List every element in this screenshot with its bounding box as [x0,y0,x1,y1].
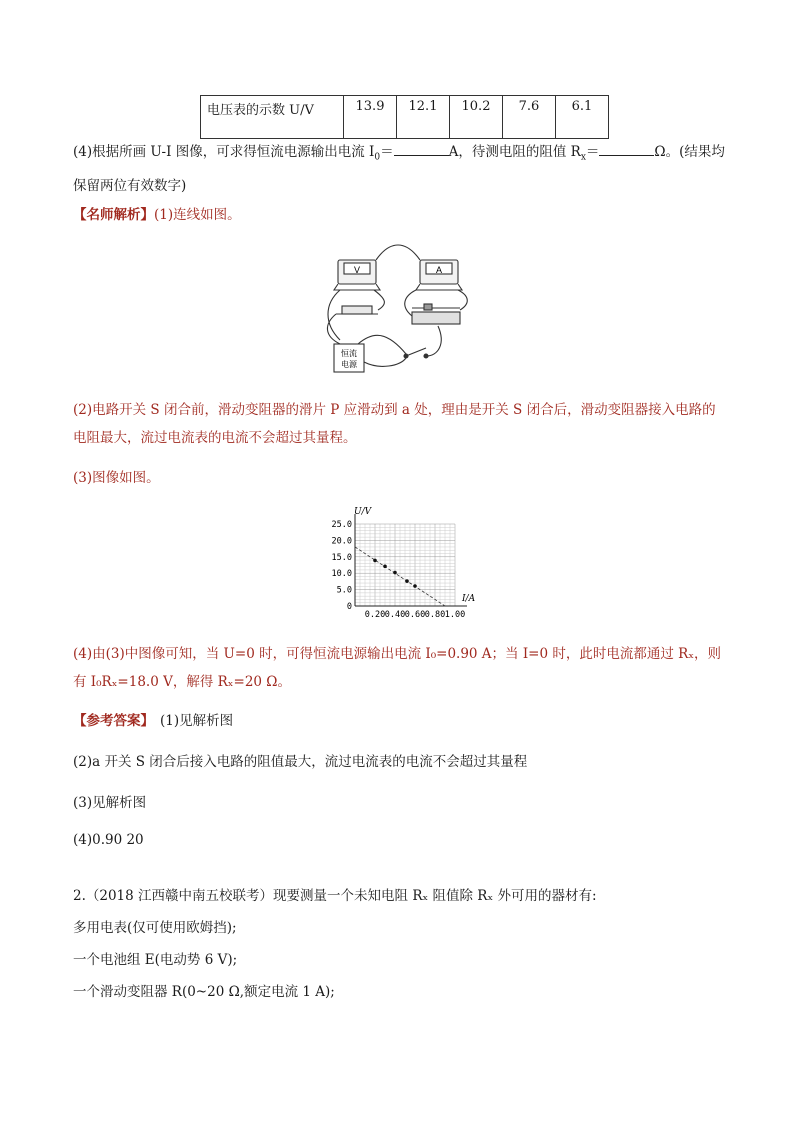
answer-blank[interactable] [599,143,654,156]
answer-tag: 【参考答案】 [73,713,154,729]
y-tick-label: 10.0 [331,569,352,580]
chart-axes [332,514,467,617]
x-axis-label: I/A [462,594,476,604]
circuit-diagram [320,244,475,376]
table-cell: 6.1 [556,96,609,139]
answer-1: (1)见解析图 [160,713,234,729]
y-tick-label: 5.0 [336,585,352,596]
table-row-label: 电压表的示数 U/V [201,96,344,139]
switch-icon [406,348,426,356]
q2-item-2: 一个电池组 E(电动势 6 V); [73,952,238,968]
y-tick-label: 0 [346,602,352,612]
answer-4: (4)0.90 20 [73,832,144,848]
table-cell: 12.1 [397,96,450,139]
x-tick-label: 0.20 [364,610,386,617]
analysis-p1-text: (1)连线如图。 [154,207,241,223]
answer-section [73,709,233,729]
voltmeter-label: V [353,265,361,275]
data-point [383,565,387,569]
analysis-p4 [73,640,733,696]
q4-text-b: ＝ [380,144,394,160]
y-tick-label: 20.0 [331,536,352,547]
y-axis-label: U/V [354,507,372,517]
rheostat-icon [412,312,460,324]
y-tick-label: 25.0 [331,520,352,530]
q4-text-a: (4)根据所画 U-I 图像，可求得恒流电源输出电流 I [73,144,375,160]
source-label-2: 电源 [341,360,357,369]
x-tick-label: 0.60 [404,610,426,617]
q4-text-e: Ω。(结果均 [654,144,725,160]
q4-text-c: A，待测电阻的阻值 R [448,144,581,160]
table-row [201,96,609,139]
table-cell: 7.6 [503,96,556,139]
q2-item-3: 一个滑动变阻器 R(0~20 Ω,额定电流 1 A); [73,984,335,1000]
question-4 [73,138,733,200]
source-label-1: 恒流 [341,349,357,358]
x-tick-label: 1.00 [444,610,466,617]
q4-line2: 保留两位有效数字) [73,177,187,194]
analysis-p2 [73,396,733,452]
table-cell: 10.2 [450,96,503,139]
analysis-p4-line1: (4)由(3)中图像可知，当 U=0 时，可得恒流电源输出电流 I₀=0.90 A；当 I=0 时，此时电流都通过 Rₓ，则 [73,646,722,662]
q4-sub: 0 [374,152,381,163]
y-tick-label: 15.0 [331,552,352,563]
answer-blank[interactable] [394,143,449,156]
table-cell: 13.9 [344,96,397,139]
question-2 [73,880,733,1008]
data-point [413,584,417,588]
analysis-p1 [73,203,241,223]
voltage-table [200,95,609,139]
data-point [405,579,409,583]
analysis-p4-line2: 有 I₀Rₓ=18.0 V，解得 Rₓ=20 Ω。 [73,674,291,690]
chart-grid [355,524,455,606]
data-point [393,571,397,575]
answer-3: (3)见解析图 [73,795,147,811]
resistor-icon [342,306,372,314]
analysis-p2-line2: 电阻最大，流过电流表的电流不会超过其量程。 [73,430,357,446]
q4-sub2: x [580,152,586,163]
q4-text-d: ＝ [585,144,600,160]
answer-2: (2)a 开关 S 闭合后接入电路的阻值最大，流过电流表的电流不会超过其量程 [73,754,528,770]
x-tick-label: 0.40 [384,610,406,617]
analysis-p3: (3)图像如图。 [73,470,160,486]
q2-stem: 2.（2018 江西赣中南五校联考）现要测量一个未知电阻 Rₓ 阻值除 Rₓ 外可用的器材有: [73,888,597,904]
ammeter-label: A [435,265,443,275]
x-tick-label: 0.80 [424,610,446,617]
q2-item-1: 多用电表(仅可使用欧姆挡); [73,920,237,936]
analysis-tag: 【名师解析】 [73,207,154,223]
ui-chart [310,502,490,617]
analysis-p2-line1: (2)电路开关 S 闭合前，滑动变阻器的滑片 P 应滑动到 a 处，理由是开关 S 闭合后，滑动变阻器接入电路的 [73,402,716,418]
data-point [373,559,377,563]
